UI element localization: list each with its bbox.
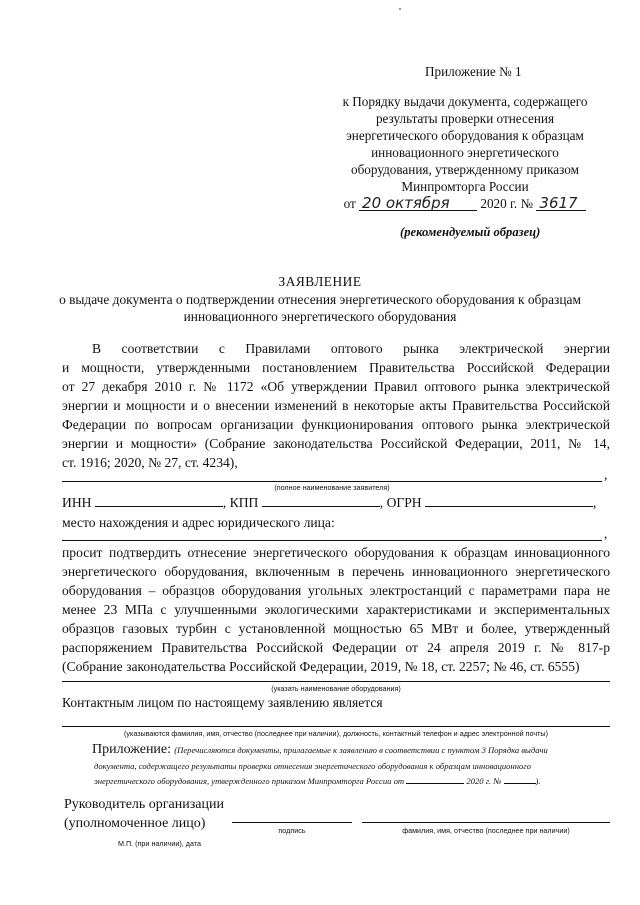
header-line: энергетического оборудования к образцам [346, 128, 584, 143]
recommended-sample-note: (рекомендуемый образец) [400, 225, 541, 239]
kpp-label: , КПП [222, 495, 259, 510]
signature-caption: подпись [278, 826, 306, 835]
order-year: 2020 г. № [480, 196, 534, 211]
appendix-number-field[interactable] [504, 774, 536, 784]
appendix-date-field[interactable] [406, 774, 464, 784]
header-line: Минпромторга России [401, 179, 529, 194]
para-line: от 27 декабря 2010 г. № 1172 «Об утверждении Правил оптового рынка электрической [62, 379, 610, 394]
para-line: и мощности, утвержденными постановлением Правительства Российской Федерации [62, 360, 610, 375]
header-line: к Порядку выдачи документа, содержащего [342, 94, 588, 109]
comma: , [604, 467, 608, 482]
address-field[interactable] [62, 540, 602, 541]
applicant-caption: (полное наименование заявителя) [274, 483, 390, 492]
inn-label: ИНН [62, 495, 92, 510]
comma: , [593, 495, 597, 510]
signatory-title: Руководитель организации [64, 797, 224, 812]
appendix-number: Приложение № 1 [425, 64, 522, 79]
applicant-name-field[interactable] [62, 481, 602, 482]
appendix-text: (Перечисляются документы, прилагаемые к заявлению в соответствии с пунктом 3 Порядка выдачи [174, 745, 548, 755]
para-line: просит подтвердить отнесение энергетического оборудования к образцам инновационного [62, 545, 610, 560]
para-line: Федерации по вопросам организации функционирования оптового рынка электрической [62, 417, 610, 432]
para-line: (Собрание законодательства Российской Федерации, 2019, № 18, ст. 2257; № 46, ст. 6555) [62, 659, 580, 674]
order-line [330, 195, 600, 212]
appendix-reference [330, 93, 600, 212]
para-line: В соответствии с Правилами оптового рынка электрической энергии [92, 341, 610, 356]
title-line: о выдаче документа о подтверждении отнесения энергетического оборудования к образцам [59, 291, 581, 307]
appendix-text: энергетического оборудования, утвержденного приказом Минпромторга России от [94, 776, 405, 786]
para-line: образцов газовых турбин с установленной мощностью 65 МВт и более, утвержденный [62, 621, 610, 636]
paragraph-request [62, 543, 610, 676]
appendix-label: Приложение: [92, 742, 172, 757]
name-caption: фамилия, имя, отчество (последнее при наличии) [402, 826, 570, 835]
equipment-caption: (указать наименование оборудования) [271, 684, 401, 693]
registration-row [62, 493, 610, 512]
para-line: менее 23 МПа с улучшенными экологическими характеристиками и экспериментальных [62, 602, 610, 617]
inn-field[interactable] [95, 494, 223, 507]
para-line: энергии и мощности» (Собрание законодательства Российской Федерации, 2011, № 14, [62, 436, 610, 451]
appendix-text: 2020 г. № [466, 776, 502, 786]
signature-block [64, 795, 224, 833]
para-line: оборудования – образцов оборудования угольных электростанций с параметрами пара не [62, 583, 610, 598]
kpp-field[interactable] [262, 494, 380, 507]
contact-caption: (указываются фамилия, имя, отчество (последнее при наличии), должность, контактный телефон и адрес электронной почты) [124, 729, 548, 738]
contact-person-field[interactable] [62, 726, 610, 727]
contact-label: Контактным лицом по настоящему заявлению является [62, 695, 383, 710]
document-title [0, 273, 640, 326]
title-line: инновационного энергетического оборудования [183, 309, 457, 324]
address-label: место нахождения и адрес юридического лица: [62, 515, 335, 530]
header-line: инновационного энергетического [371, 145, 559, 160]
para-line: энергии и мощности и о внесении изменений в некоторые акты Правительства Российской [62, 398, 610, 413]
signatory-subtitle: (уполномоченное лицо) [64, 816, 206, 831]
para-line: распоряжением Правительства Российской Федерации от 24 апреля 2019 г. № 817-р [62, 640, 610, 655]
appendix-section [64, 740, 610, 789]
ogrn-label: , ОГРН [379, 495, 422, 510]
appendix-text: документа, содержащего результаты проверки отнесения энергетического оборудования к образцам инновационного [94, 761, 531, 771]
order-date-handwritten: 20 октября [359, 197, 477, 211]
header-line: результаты проверки отнесения [375, 111, 555, 126]
header-line: оборудования, утвержденному приказом [351, 162, 579, 177]
title-main: ЗАЯВЛЕНИЕ [278, 274, 362, 289]
equipment-name-field[interactable] [62, 681, 610, 682]
order-number-handwritten: 3617 [536, 197, 586, 211]
appendix-text-line [64, 774, 610, 789]
ogrn-field[interactable] [425, 494, 593, 507]
comma: , [604, 526, 608, 541]
paragraph-legal-basis [62, 339, 610, 472]
stamp-caption: М.П. (при наличии), дата [118, 839, 202, 848]
signature-field[interactable] [232, 822, 352, 823]
order-prefix: от [343, 196, 356, 211]
para-line: энергетического оборудования, включенным в перечень инновационного энергетического [62, 564, 610, 579]
scan-speck [399, 8, 401, 10]
appendix-text: ). [535, 776, 541, 786]
signatory-name-field[interactable] [362, 822, 610, 823]
para-line: ст. 1916; 2020, № 27, ст. 4234), [62, 455, 238, 470]
